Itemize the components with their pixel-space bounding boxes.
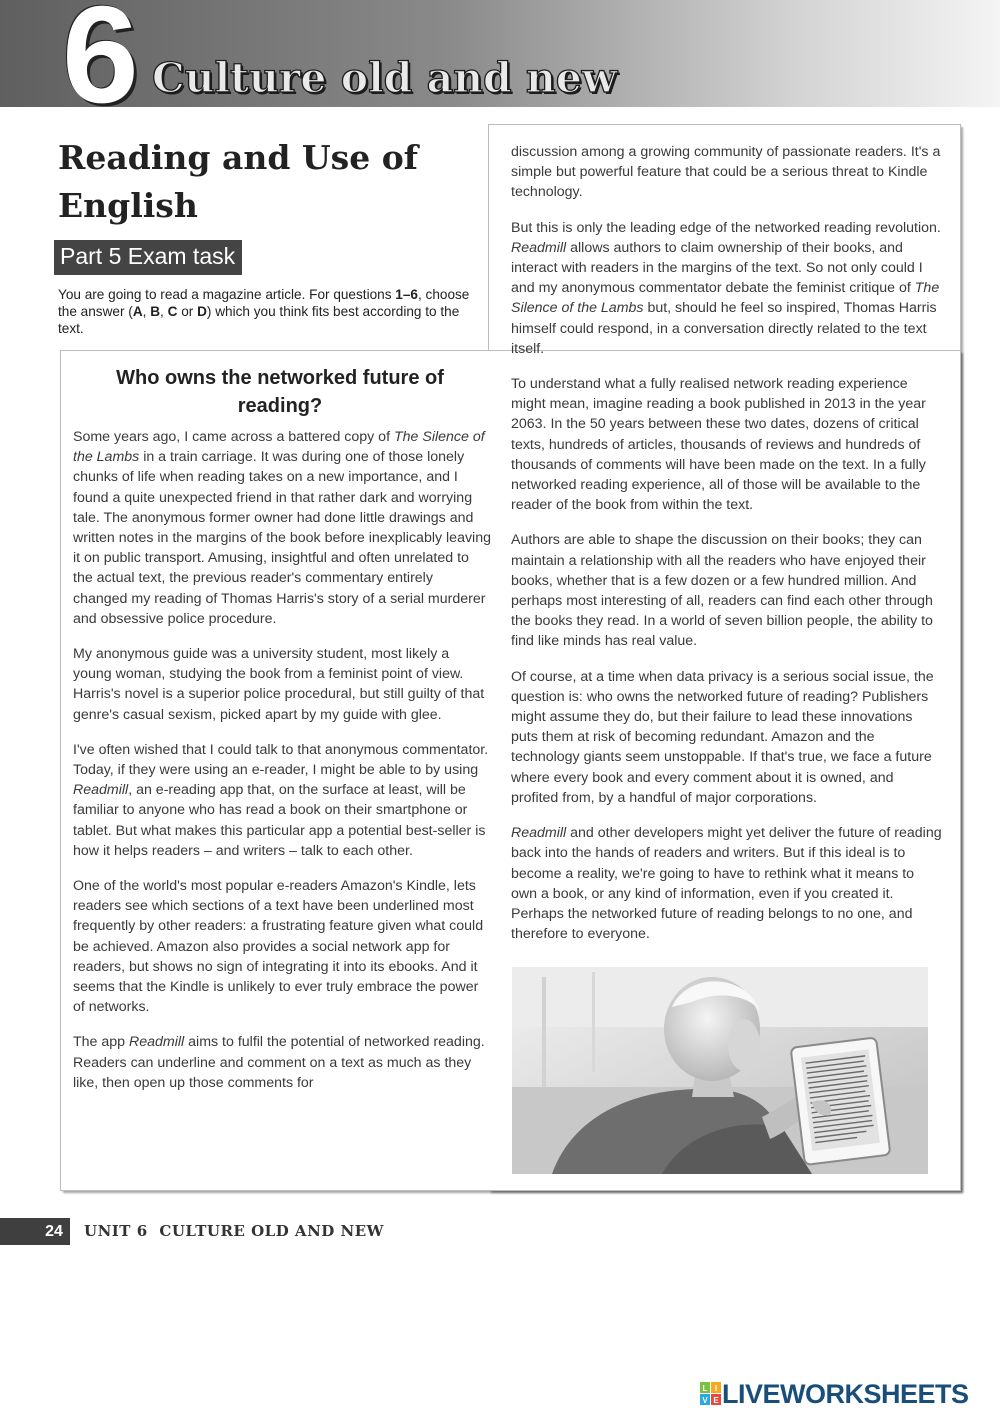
question-range: 1–6 [395, 287, 418, 302]
instructions-text: You are going to read a magazine article. For questions [58, 287, 396, 302]
instructions-text: , choose the answer ( [58, 287, 470, 319]
logo-letter: V [702, 1396, 708, 1405]
instructions-text: or [177, 304, 198, 319]
instructions-text: , [160, 304, 168, 319]
article-column-right [511, 142, 943, 959]
instructions-text: ) which you think fits best according to the text. [58, 304, 460, 336]
logo-letter: I [714, 1384, 718, 1393]
article-paragraph: To understand what a fully realised network reading experience might mean, imagine reading a book published in 2013 in the year 2063. In the 50 years between these two dates, dozens of critical texts, hundreds of articles, thousands of reviews and hundreds of thousands of comments will have been made on the text. In a fully networked reading experience, all of those will be available to the reader of the book from within the text. [511, 376, 926, 514]
italic-title: Readmill [73, 782, 129, 799]
article-paragraph: The app Readmill aims to fulfil the potential of networked reading. Readers can underline and comment on a text as much as they like, then open up those comments for [73, 1034, 485, 1091]
logo-letter: E [713, 1396, 719, 1405]
liveworksheets-logo-icon [700, 1382, 722, 1406]
article-paragraph: But this is only the leading edge of the networked reading revolution. Readmill allows authors to claim ownership of their books, and interact with readers in the margins of the text. So not only could I and my anonymous commentator debate the feminist critique of The Silence of the Lambs but, should he feel so inspired, Thomas Harris himself could respond, in a conversation directly related to the text itself. [511, 219, 941, 357]
footer-unit-label [84, 1222, 384, 1240]
article-paragraph: I've often wished that I could talk to that anonymous commentator. Today, if they were using an e-reader, I might be able to by using Readmill, an e-reading app that, on the surface at least, will be familiar to anyone who has read a book on their smartphone or tablet. But what makes this particular app a potential best-seller is how it helps readers – and writers – talk to each other. [73, 741, 489, 859]
unit-title: Culture old and new [152, 54, 618, 102]
italic-title: Readmill [511, 239, 567, 256]
logo-letter: L [702, 1384, 708, 1393]
woman-reading-ereader-photo [512, 967, 928, 1174]
footer-unit-name: CULTURE OLD AND NEW [159, 1222, 384, 1240]
option-c: C [167, 304, 178, 319]
option-a: A [132, 304, 143, 319]
page-number: 24 [38, 1218, 70, 1245]
italic-title: Readmill [511, 825, 567, 842]
part-label: Part 5 Exam task [54, 240, 242, 275]
footer-bar [0, 1218, 38, 1245]
article-title: Who owns the networked future of reading? [116, 367, 444, 417]
italic-title: Readmill [129, 1034, 185, 1051]
footer-unit-number: UNIT 6 [84, 1222, 148, 1240]
section-heading: Reading and Use of English [58, 138, 418, 225]
task-instructions [58, 286, 476, 337]
photo-illustration [512, 967, 928, 1174]
italic-title: The Silence of the Lambs [73, 429, 485, 466]
article-paragraph: Readmill and other developers might yet deliver the future of reading back into the hands of readers and writers. But if this ideal is to become a reality, we're going to have to rethink what it means to own a book, or any kind of information, even if you created it. Perhaps the networked future of reading belongs to no one, and therefore to everyone. [511, 825, 942, 943]
italic-title: The Silence of the Lambs [511, 280, 940, 317]
article-paragraph: Authors are able to shape the discussion on their books; they can maintain a relationship with all the readers who have enjoyed their books, whether that is a few dozen or a few hundred million. And perhaps most interesting of all, readers can find each other through the books they read. In a world of seven billion people, the ability to find like minds has real value. [511, 532, 933, 650]
article-paragraph: Some years ago, I came across a battered copy of The Silence of the Lambs in a train carriage. It was during one of those lonely chunks of life when reading takes on a new importance, and I found a quite unexpected friend in that rather dark and worrying tale. The anonymous former owner had done little drawings and written notes in the margins of the book before inexplicably leaving it on public transport. Amusing, insightful and often unrelated to the actual text, the previous reader's commentary entirely changed my reading of Thomas Harris's story of a serial murderer and obsessive police procedure. [73, 429, 491, 627]
article-paragraph: Of course, at a time when data privacy is a serious social issue, the question is: who owns the networked future of reading? Publishers might assume they do, but their failure to lead these innovations puts them at risk of becoming redundant. Amazon and the technology giants seem unstoppable. If that's true, we face a future where every book and every comment about it is owned, and profited from, by a handful of major corporations. [511, 668, 934, 806]
option-b: B [150, 304, 161, 319]
article-paragraph: One of the world's most popular e-readers Amazon's Kindle, lets readers see which sections of a text have been underlined most frequently by other readers: a frustrating feature given what could be achieved. Amazon also provides a social network app for readers, but shows no sign of integrating it into its ebooks. And it seems that the Kindle is unlikely to ever truly embrace the power of networks. [73, 878, 484, 1016]
unit-number: 6 [62, 0, 135, 132]
article-paragraph: discussion among a growing community of passionate readers. It's a simple but powerful feature that could be a serious threat to Kindle technology. [511, 144, 941, 201]
liveworksheets-wordmark: LIVEWORKSHEETS [722, 1379, 969, 1409]
article-paragraph: My anonymous guide was a university student, most likely a young woman, studying the book from a feminist point of view. Harris's novel is a superior police procedural, but still guilty of that genre's casual sexism, picked apart by my guide with glee. [73, 646, 485, 723]
option-d: D [197, 304, 207, 319]
article-column-left [73, 427, 491, 1108]
instructions-text: , [142, 304, 151, 319]
